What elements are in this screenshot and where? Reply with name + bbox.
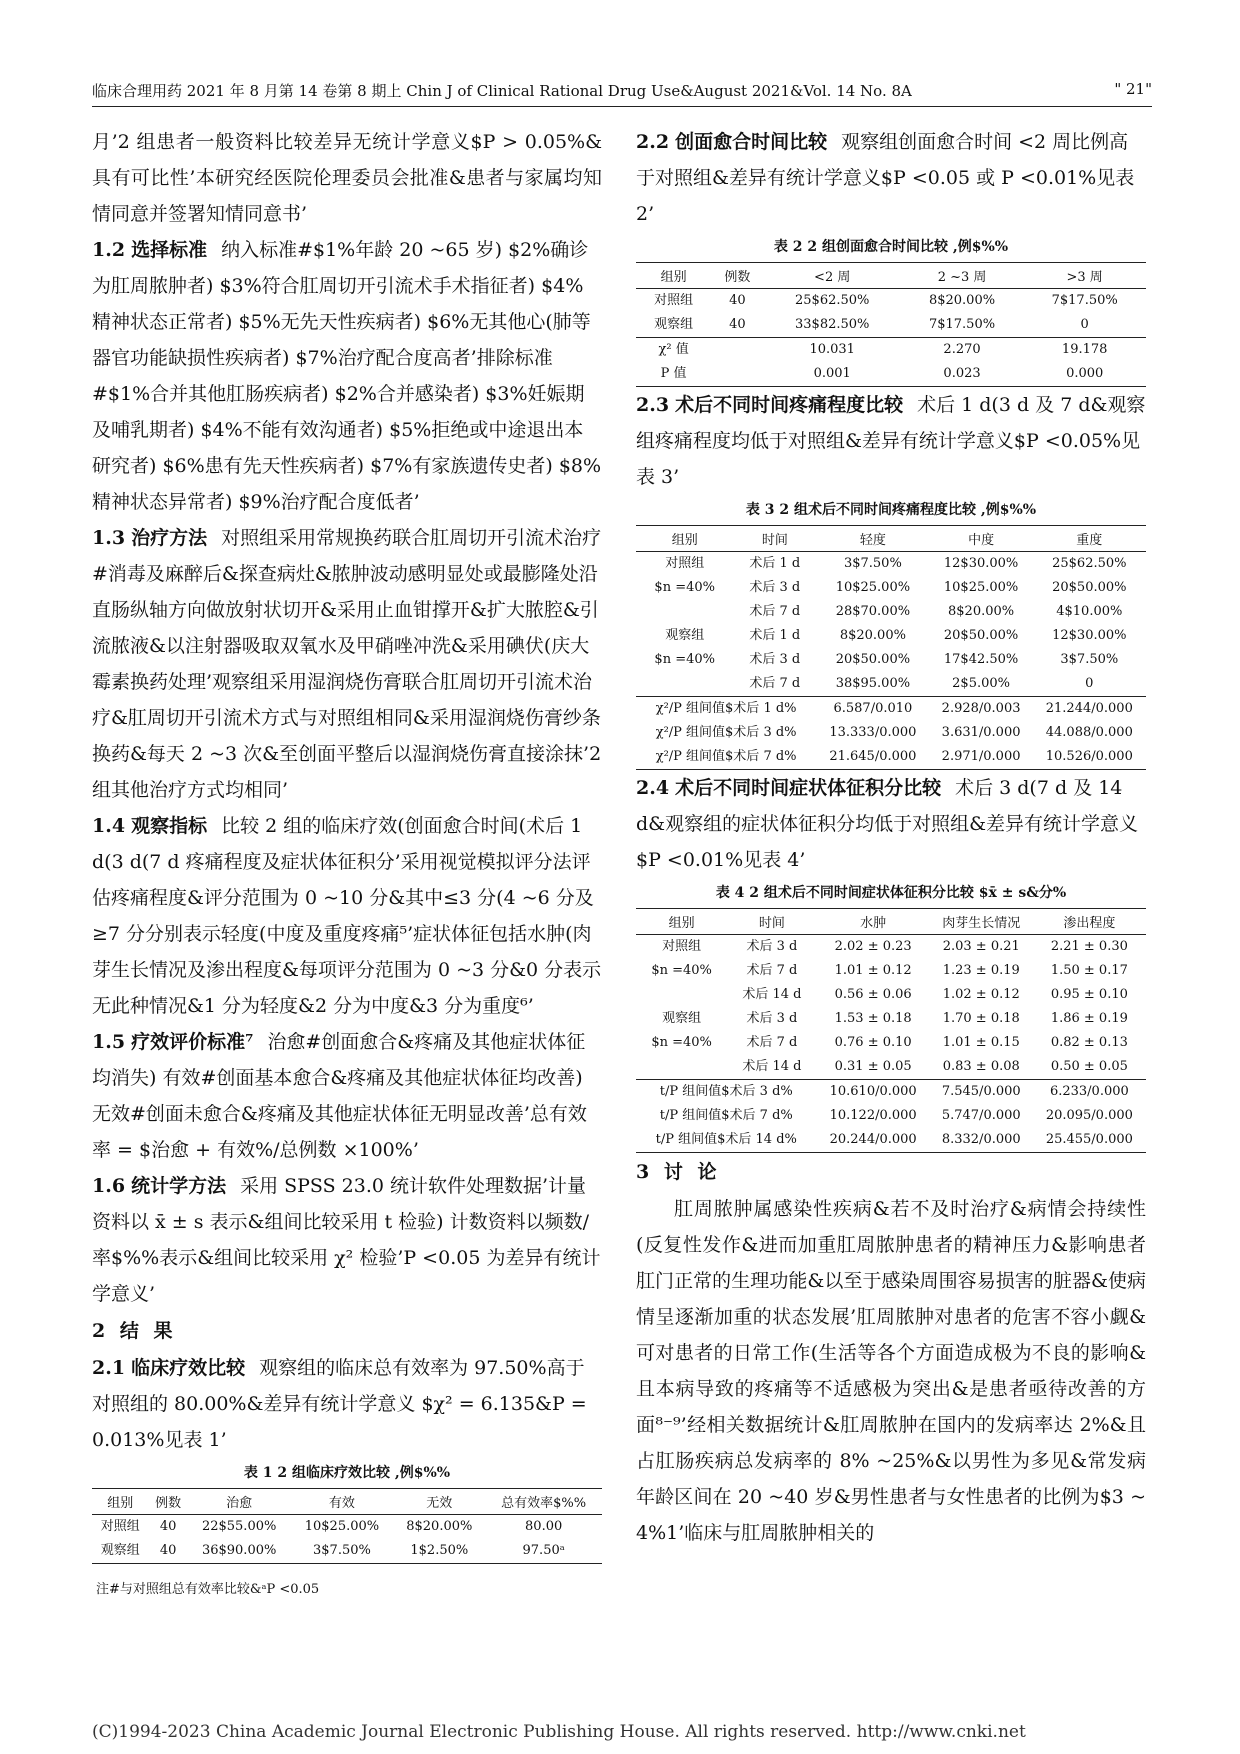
table-cell: 3$7.50%: [291, 1539, 394, 1564]
running-header: [92, 80, 1152, 106]
section-title: 术后不同时间症状体征积分比较: [675, 777, 942, 799]
table-cell: 0.31 ± 0.05: [834, 1059, 912, 1074]
column-header: 重度: [1033, 526, 1146, 552]
table-cell: 0.50 ± 0.05: [1050, 1059, 1128, 1074]
table-cell: 0: [1080, 317, 1089, 332]
column-header: 时间: [733, 526, 816, 552]
table-cell: 10$25.00%: [943, 580, 1019, 595]
table-row: [636, 289, 1146, 314]
right-column: [636, 124, 1146, 1551]
table-cell: 1.23 ± 0.19: [942, 963, 1020, 978]
table-header-row: [636, 909, 1146, 935]
section-text: 采用 SPSS 23.0 统计软件处理数据’计量资料以 x̄ ± s 表示&组间比较采用 t 检验) 计数资料以频数/率$%%表示&组间比较采用 χ² 检验’P <0.05 为差异有统计学意义’: [92, 1175, 601, 1305]
table-3: [636, 525, 1146, 770]
table-cell: 25$62.50%: [795, 293, 870, 308]
table-cell: χ² 值: [636, 338, 711, 363]
table-cell: χ²/P 组间值$术后 1 d%: [636, 697, 816, 722]
table-cell: 6.587/0.010: [816, 697, 929, 722]
table-cell: 术后 3 d: [749, 652, 801, 667]
table-3-caption: 表 3 2 组术后不同时间疼痛程度比较 ,例$%%: [745, 502, 1037, 518]
table-row: [636, 576, 1146, 600]
section-text: 术后 3 d(7 d 及 14 d&观察组的症状体征积分均低于对照组&差异有统计学意义$P <0.01%见表 4’: [636, 777, 1138, 871]
section-number: 1.5: [92, 1031, 126, 1053]
column-header: 轻度: [816, 526, 929, 552]
table-cell: 12$30.00%: [943, 556, 1019, 571]
table-cell: 8$20.00%: [948, 604, 1015, 619]
section-1-6: [92, 1168, 602, 1312]
table-cell: 10.610/0.000: [817, 1080, 930, 1105]
table-cell: t/P 组间值$术后 7 d%: [659, 1108, 793, 1123]
section-text: 对照组采用常规换药联合肛周切开引流术治疗#消毒及麻醉后&探查病灶&脓肿波动感明显处或最膨隆处沿直肠纵轴方向做放射状切开&采用止血钳撑开&扩大脓腔&引流脓液&以注射器吸取双氧水及甲硝唑冲洗&采用碘伏(庆大霉素换药处理’观察组采用湿润烧伤膏联合肛周切开引流术治疗&肛周切开引流术方式与对照组相同&采用湿润烧伤膏纱条换药&每天 2 ~3 次&至创面平整后以湿润烧伤膏直接涂抹’2 组其他治疗方式均相同’: [92, 527, 602, 801]
column-header: 例数: [148, 1489, 187, 1515]
table-cell: 观察组: [92, 1539, 148, 1564]
table-cell: 术后 7 d: [746, 963, 798, 978]
table-cell: 2.03 ± 0.21: [942, 939, 1020, 954]
page-number: " 21": [1114, 80, 1152, 98]
table-cell: 术后 3 d: [746, 939, 798, 954]
table-cell: 8$20.00%: [928, 293, 996, 308]
table-row: [636, 935, 1146, 960]
header-rule: [92, 106, 1152, 107]
column-header: 治愈: [188, 1489, 291, 1515]
section-title: 临床疗效比较: [131, 1357, 246, 1379]
table-cell: 7$17.50%: [928, 317, 996, 332]
discussion-paragraph: 肛周脓肿属感染性疾病&若不及时治疗&病情会持续性(反复性发作&进而加重肛周脓肿患者的精神压力&影响患者肛门正常的生理功能&以至于感染周围容易损害的脏器&使病情呈逐渐加重的状态发展’肛周脓肿对患者的危害不容小觑&可对患者的日常工作(生活等各个方面造成极为不良的影响&且本病导致的疼痛等不适感极为突出&是患者亟待改善的方面⁸⁻⁹’经相关数据统计&肛周脓肿在国内的发病率达 2%&且占肛肠疾病总发病率的 8% ~25%&以男性为多见&常发病年龄区间在 20 ~40 岁&男性患者与女性患者的比例为$3 ~4%1’临床与肛周脓肿相关的: [636, 1198, 1146, 1544]
section-title: 统计学方法: [131, 1175, 227, 1197]
section-number: 2.1: [92, 1357, 126, 1379]
table-cell: 10.031: [764, 338, 901, 363]
table-row: [636, 600, 1146, 624]
table-cell: [636, 600, 733, 624]
table-cell: χ²/P 组间值$术后 3 d%: [655, 725, 797, 740]
column-header: 例数: [711, 263, 763, 289]
table-cell: 0.95 ± 0.10: [1050, 987, 1128, 1002]
column-header: 2 ~3 周: [901, 263, 1024, 289]
table-cell: 8.332/0.000: [930, 1128, 1033, 1153]
table-cell: 对照组: [662, 939, 702, 954]
table-1-caption: 表 1 2 组临床疗效比较 ,例$%%: [243, 1465, 451, 1481]
table-cell: $n =40%: [651, 963, 712, 978]
table-stat-row: [636, 1104, 1146, 1128]
table-cell: 术后 7 d: [749, 676, 801, 691]
section-1-3: [92, 520, 602, 808]
table-cell: t/P 组间值$术后 14 d%: [636, 1128, 817, 1153]
section-number: 1.6: [92, 1175, 126, 1197]
table-row: [636, 624, 1146, 648]
section-heading-discussion: 3 讨 论: [636, 1161, 721, 1183]
section-text: 术后 1 d(3 d 及 7 d&观察组疼痛程度均低于对照组&差异有统计学意义$P <0.05%见表 3’: [636, 394, 1146, 488]
column-header: 肉芽生长情况: [930, 909, 1033, 935]
table-cell: [636, 983, 727, 1007]
section-2-1: [92, 1350, 602, 1458]
table-cell: 术后 3 d: [746, 1011, 798, 1026]
table-cell: 2.971/0.000: [930, 745, 1033, 770]
table-cell: P 值: [636, 362, 711, 387]
table-row: [636, 1031, 1146, 1055]
table-row: [636, 313, 1146, 338]
table-cell: 97.50ᵃ: [485, 1539, 602, 1564]
table-cell: 8$20.00%: [406, 1519, 473, 1534]
table-cell: [636, 672, 733, 697]
section-title: 治疗方法: [131, 527, 208, 549]
table-cell: χ²/P 组间值$术后 7 d%: [636, 745, 816, 770]
column-header: 水肿: [817, 909, 930, 935]
table-4-caption: 表 4 2 组术后不同时间症状体征积分比较 $x̄ ± s&分%: [715, 885, 1067, 901]
table-cell: 术后 1 d: [749, 628, 801, 643]
table-cell: 0.000: [1023, 362, 1146, 387]
table-4: [636, 908, 1146, 1153]
table-cell: 1.01 ± 0.12: [834, 963, 912, 978]
table-cell: 2.270: [901, 338, 1024, 363]
table-cell: 1.02 ± 0.12: [942, 987, 1020, 1002]
table-cell: $n =40%: [654, 652, 715, 667]
table-row: [92, 1539, 602, 1564]
left-column: [92, 124, 602, 1597]
intro-paragraph: 月’2 组患者一般资料比较差异无统计学意义$P > 0.05%&具有可比性’本研究经医院伦理委员会批准&患者与家属均知情同意并签署知情同意书’: [92, 131, 602, 225]
table-stat-row: [636, 721, 1146, 745]
section-number: 2.2: [636, 131, 670, 153]
section-title: 观察指标: [131, 815, 208, 837]
table-cell: 3$7.50%: [1060, 652, 1119, 667]
table-cell: 观察组: [654, 317, 694, 332]
table-cell: 1.70 ± 0.18: [942, 1011, 1020, 1026]
table-cell: 7$17.50%: [1051, 293, 1118, 308]
table-row: [636, 1007, 1146, 1031]
column-header: <2 周: [764, 263, 901, 289]
table-header-row: [92, 1489, 602, 1515]
section-text: 观察组创面愈合时间 <2 周比例高于对照组&差异有统计学意义$P <0.05 或 P <0.01%见表 2’: [636, 131, 1135, 225]
column-header: 渗出程度: [1033, 909, 1146, 935]
table-row: [636, 362, 1146, 387]
table-row: [636, 959, 1146, 983]
table-cell: 25$62.50%: [1052, 556, 1127, 571]
table-row: [636, 648, 1146, 672]
table-cell: t/P 组间值$术后 3 d%: [636, 1080, 817, 1105]
table-cell: 20$50.00%: [943, 628, 1019, 643]
table-cell: 40: [729, 317, 746, 332]
section-number: 2.4: [636, 777, 670, 799]
table-cell: 33$82.50%: [795, 317, 870, 332]
table-cell: [711, 338, 763, 363]
table-cell: 1$2.50%: [393, 1539, 485, 1564]
table-cell: 术后 3 d: [749, 580, 801, 595]
table-cell: 3$7.50%: [843, 556, 902, 571]
table-cell: 21.645/0.000: [816, 745, 929, 770]
table-cell: $n =40%: [654, 580, 715, 595]
column-header: 无效: [393, 1489, 485, 1515]
table-cell: 13.333/0.000: [829, 725, 917, 740]
table-1: [92, 1488, 602, 1564]
column-header: 组别: [636, 526, 733, 552]
table-cell: 10$25.00%: [304, 1519, 380, 1534]
section-title: 术后不同时间疼痛程度比较: [675, 394, 904, 416]
table-cell: 5.747/0.000: [941, 1108, 1021, 1123]
table-cell: 21.244/0.000: [1033, 697, 1146, 722]
column-header: 组别: [92, 1489, 148, 1515]
section-text: 比较 2 组的临床疗效(创面愈合时间(术后 1 d(3 d(7 d 疼痛程度及症状体征积分’采用视觉模拟评分法评估疼痛程度&评分范围为 0 ~10 分&其中≤3 分(4 ~6 分及≥7 分分别表示轻度(中度及重度疼痛⁵’症状体征包括水肿(肉芽生长情况及渗出程度&每项评分范围为 0 ~3 分&0 分表示无此种情况&1 分为轻度&2 分为中度&3 分为重度⁶’: [92, 815, 602, 1017]
section-text: 治愈#创面愈合&疼痛及其他症状体征均消失) 有效#创面基本愈合&疼痛及其他症状体征均改善) 无效#创面未愈合&疼痛及其他症状体征无明显改善’总有效率 = $治愈 + 有效%/总例数 ×100%’: [92, 1031, 587, 1161]
table-cell: 术后 1 d: [749, 556, 801, 571]
table-cell: 1.86 ± 0.19: [1050, 1011, 1128, 1026]
table-cell: 10$25.00%: [835, 580, 911, 595]
table-cell: 7.545/0.000: [930, 1080, 1033, 1105]
table-cell: 10.122/0.000: [829, 1108, 917, 1123]
table-header-row: [636, 526, 1146, 552]
table-cell: 术后 7 d: [749, 604, 801, 619]
table-cell: 3.631/0.000: [941, 725, 1021, 740]
table-cell: 0.56 ± 0.06: [834, 987, 912, 1002]
column-header: 中度: [930, 526, 1033, 552]
table-cell: 0.001: [764, 362, 901, 387]
table-cell: 4$10.00%: [1056, 604, 1123, 619]
table-cell: 40: [148, 1539, 187, 1564]
table-cell: [711, 362, 763, 387]
table-cell: 1.53 ± 0.18: [834, 1011, 912, 1026]
table-cell: 38$95.00%: [835, 676, 911, 691]
table-cell: 对照组: [654, 293, 694, 308]
table-row: [636, 672, 1146, 697]
table-cell: 术后 14 d: [742, 987, 802, 1002]
table-cell: 6.233/0.000: [1033, 1080, 1146, 1105]
section-1-2: [92, 232, 602, 520]
section-2-3: [636, 387, 1146, 495]
table-cell: 20.244/0.000: [817, 1128, 930, 1153]
section-number: 1.3: [92, 527, 126, 549]
table-stat-row: [636, 745, 1146, 770]
section-heading-results: 2 结 果: [92, 1320, 177, 1342]
table-cell: 2.928/0.003: [930, 697, 1033, 722]
table-row: [636, 1055, 1146, 1080]
table-1-note: 注#与对照组总有效率比较&ᵃP <0.05: [96, 1582, 320, 1597]
table-cell: 1.50 ± 0.17: [1050, 963, 1128, 978]
table-cell: 1.01 ± 0.15: [942, 1035, 1020, 1050]
table-cell: 28$70.00%: [835, 604, 911, 619]
table-cell: 40: [159, 1519, 177, 1534]
table-cell: 19.178: [1023, 338, 1146, 363]
section-title: 疗效评价标准⁷: [131, 1031, 254, 1053]
table-cell: 术后 14 d: [742, 1059, 802, 1074]
table-cell: 0.82 ± 0.13: [1050, 1035, 1128, 1050]
table-cell: 对照组: [665, 556, 705, 571]
section-number: 1.4: [92, 815, 126, 837]
journal-citation: 临床合理用药 2021 年 8 月第 14 卷第 8 期上 Chin J of Clinical Rational Drug Use&August 2021&Vol. 14 No. 8A: [92, 82, 912, 100]
section-2-4: [636, 770, 1146, 878]
table-cell: 17$42.50%: [943, 652, 1019, 667]
table-row: [636, 552, 1146, 577]
column-header: 时间: [727, 909, 816, 935]
table-cell: [636, 1055, 727, 1080]
table-cell: 0.76 ± 0.10: [834, 1035, 912, 1050]
copyright-footer: (C)1994-2023 China Academic Journal Electronic Publishing House. All rights reserved. http://www.cnki.net: [92, 1722, 1026, 1742]
column-header: 有效: [291, 1489, 394, 1515]
column-header: >3 周: [1023, 263, 1146, 289]
table-cell: 术后 7 d: [746, 1035, 798, 1050]
section-text: 观察组的临床总有效率为 97.50%高于对照组的 80.00%&差异有统计学意义 $χ² = 6.135&P = 0.013%见表 1’: [92, 1357, 587, 1451]
section-title: 创面愈合时间比较: [675, 131, 828, 153]
table-cell: 对照组: [100, 1519, 140, 1534]
table-cell: 12$30.00%: [1052, 628, 1127, 643]
table-cell: 2.02 ± 0.23: [834, 939, 912, 954]
table-stat-row: [636, 1080, 1146, 1105]
table-cell: 0.83 ± 0.08: [942, 1059, 1020, 1074]
table-stat-row: [636, 1128, 1146, 1153]
table-stat-row: [636, 697, 1146, 722]
table-cell: 36$90.00%: [188, 1539, 291, 1564]
table-cell: 44.088/0.000: [1045, 725, 1133, 740]
section-text: 纳入标准#$1%年龄 20 ~65 岁) $2%确诊为肛周脓肿者) $3%符合肛周切开引流术手术指征者) $4%精神状态正常者) $5%无先天性疾病者) $6%无其他心(肺等器官功能缺损性疾病者) $7%治疗配合度高者’排除标准#$1%合并其他肛肠疾病者) $2%合并感染者) $3%妊娠期及哺乳期者) $4%不能有效沟通者) $5%拒绝或中途退出本研究者) $6%患有先天性疾病者) $7%有家族遗传史者) $8%精神状态异常者) $9%治疗配合度低者’: [92, 239, 602, 513]
table-2: [636, 262, 1146, 387]
section-number: 1.2: [92, 239, 126, 261]
table-cell: 2.21 ± 0.30: [1050, 939, 1128, 954]
table-cell: 40: [729, 293, 746, 308]
table-cell: 20.095/0.000: [1045, 1108, 1133, 1123]
table-cell: $n =40%: [651, 1035, 712, 1050]
section-1-5: [92, 1024, 602, 1168]
table-cell: 25.455/0.000: [1033, 1128, 1146, 1153]
table-cell: 8$20.00%: [839, 628, 906, 643]
table-cell: 观察组: [662, 1011, 702, 1026]
table-cell: 观察组: [665, 628, 705, 643]
column-header: 总有效率$%%: [485, 1489, 602, 1515]
column-header: 组别: [636, 263, 711, 289]
table-row: [92, 1515, 602, 1540]
table-cell: 2$5.00%: [952, 676, 1010, 691]
column-header: 组别: [636, 909, 727, 935]
table-header-row: [636, 263, 1146, 289]
section-1-4: [92, 808, 602, 1024]
table-cell: 0: [1085, 676, 1094, 691]
table-cell: 0.023: [901, 362, 1024, 387]
table-2-caption: 表 2 2 组创面愈合时间比较 ,例$%%: [773, 239, 1009, 255]
table-cell: 10.526/0.000: [1033, 745, 1146, 770]
table-row: [636, 338, 1146, 363]
section-2-2: [636, 124, 1146, 232]
table-cell: 20$50.00%: [835, 652, 911, 667]
section-number: 2.3: [636, 394, 670, 416]
table-cell: 80.00: [525, 1519, 563, 1534]
table-row: [636, 983, 1146, 1007]
table-cell: 20$50.00%: [1052, 580, 1127, 595]
table-cell: 22$55.00%: [201, 1519, 277, 1534]
section-title: 选择标准: [131, 239, 208, 261]
